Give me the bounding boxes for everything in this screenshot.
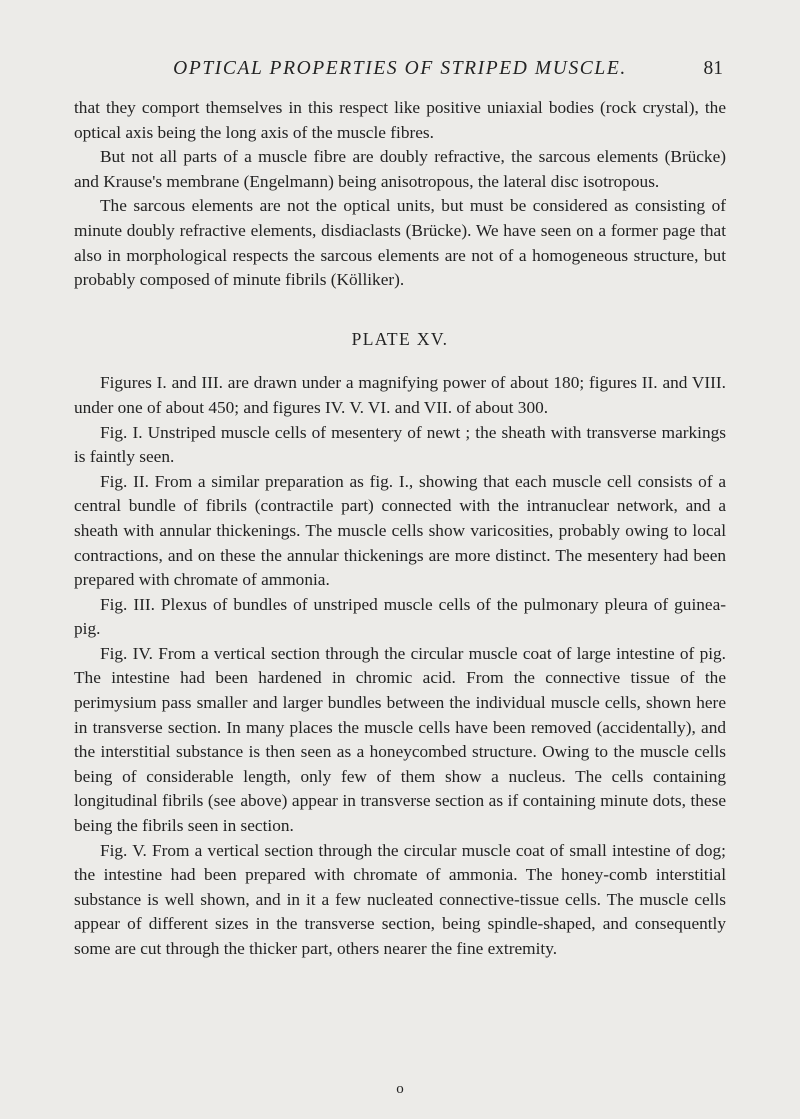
figure-caption: Fig. I. Unstriped muscle cells of mesentery of newt ; the sheath with transverse markings is faintly seen. <box>74 422 726 467</box>
paragraph: The sarcous elements are not the optical units, but must be considered as consisting of minute doubly refractive elements, disdiaclasts (Brücke). We have seen on a former page that also in morphological respects the sarcous elements are not of a homogeneous structure, but probably composed of minute fibrils (Kölliker). <box>74 196 726 290</box>
running-title: OPTICAL PROPERTIES OF STRIPED MUSCLE. <box>173 58 627 79</box>
plate-paragraph: Figures I. and III. are drawn under a magnifying power of about 180; figures II. and VIII. under one of about 450; and figures IV. V. VI. and VII. of about 300. <box>74 373 726 417</box>
figure-caption: Fig. III. Plexus of bundles of unstriped muscle cells of the pulmonary pleura of guinea-pig. <box>74 594 726 639</box>
running-head <box>0 58 800 86</box>
paragraph-continuation: that they comport themselves in this respect like positive uniaxial bodies (rock crystal), the optical axis being the long axis of the muscle fibres. <box>74 98 726 142</box>
figure-caption: Fig. IV. From a vertical section through the circular muscle coat of large intestine of pig. The intestine had been hardened in chromic acid. From the connective tissue of the perimysium pass smaller and larger bundles between the individual muscle cells, shown here in transverse section. In many places the muscle cells have been removed (accidentally), and the interstitial substance is then seen as a honeycombed structure. Owing to the muscle cells being of considerable length, only few of them show a nucleus. The cells containing longitudinal fibrils (see above) appear in transverse section as if containing minute dots, these being the fibrils seen in section. <box>74 643 726 836</box>
signature-mark: o <box>396 1081 404 1097</box>
figure-caption: Fig. II. From a similar preparation as fig. I., showing that each muscle cell consists of a central bundle of fibrils (contractile part) connected with the intranuclear network, and a sheath with annular thickenings. The muscle cells show varicosities, probably owing to local contractions, and on these the annular thickenings are more distinct. The mesentery had been prepared with chromate of ammonia. <box>74 471 726 590</box>
body-text <box>74 96 726 962</box>
page-number: 81 <box>703 58 723 79</box>
paragraph: But not all parts of a muscle fibre are doubly refractive, the sarcous elements (Brücke) and Krause's membrane (Engelmann) being anisotropous, the lateral disc isotropous. <box>74 147 726 191</box>
plate-heading: PLATE XV. <box>351 328 449 349</box>
figure-caption: Fig. V. From a vertical section through the circular muscle coat of small intestine of dog; the intestine had been prepared with chromate of ammonia. The honey-comb interstitial substance is well shown, and in it a few nucleated connective-tissue cells. The muscle cells appear of different sizes in the transverse section, being spindle-shaped, and consequently some are cut through the thicker part, others nearer the fine extremity. <box>74 840 726 958</box>
